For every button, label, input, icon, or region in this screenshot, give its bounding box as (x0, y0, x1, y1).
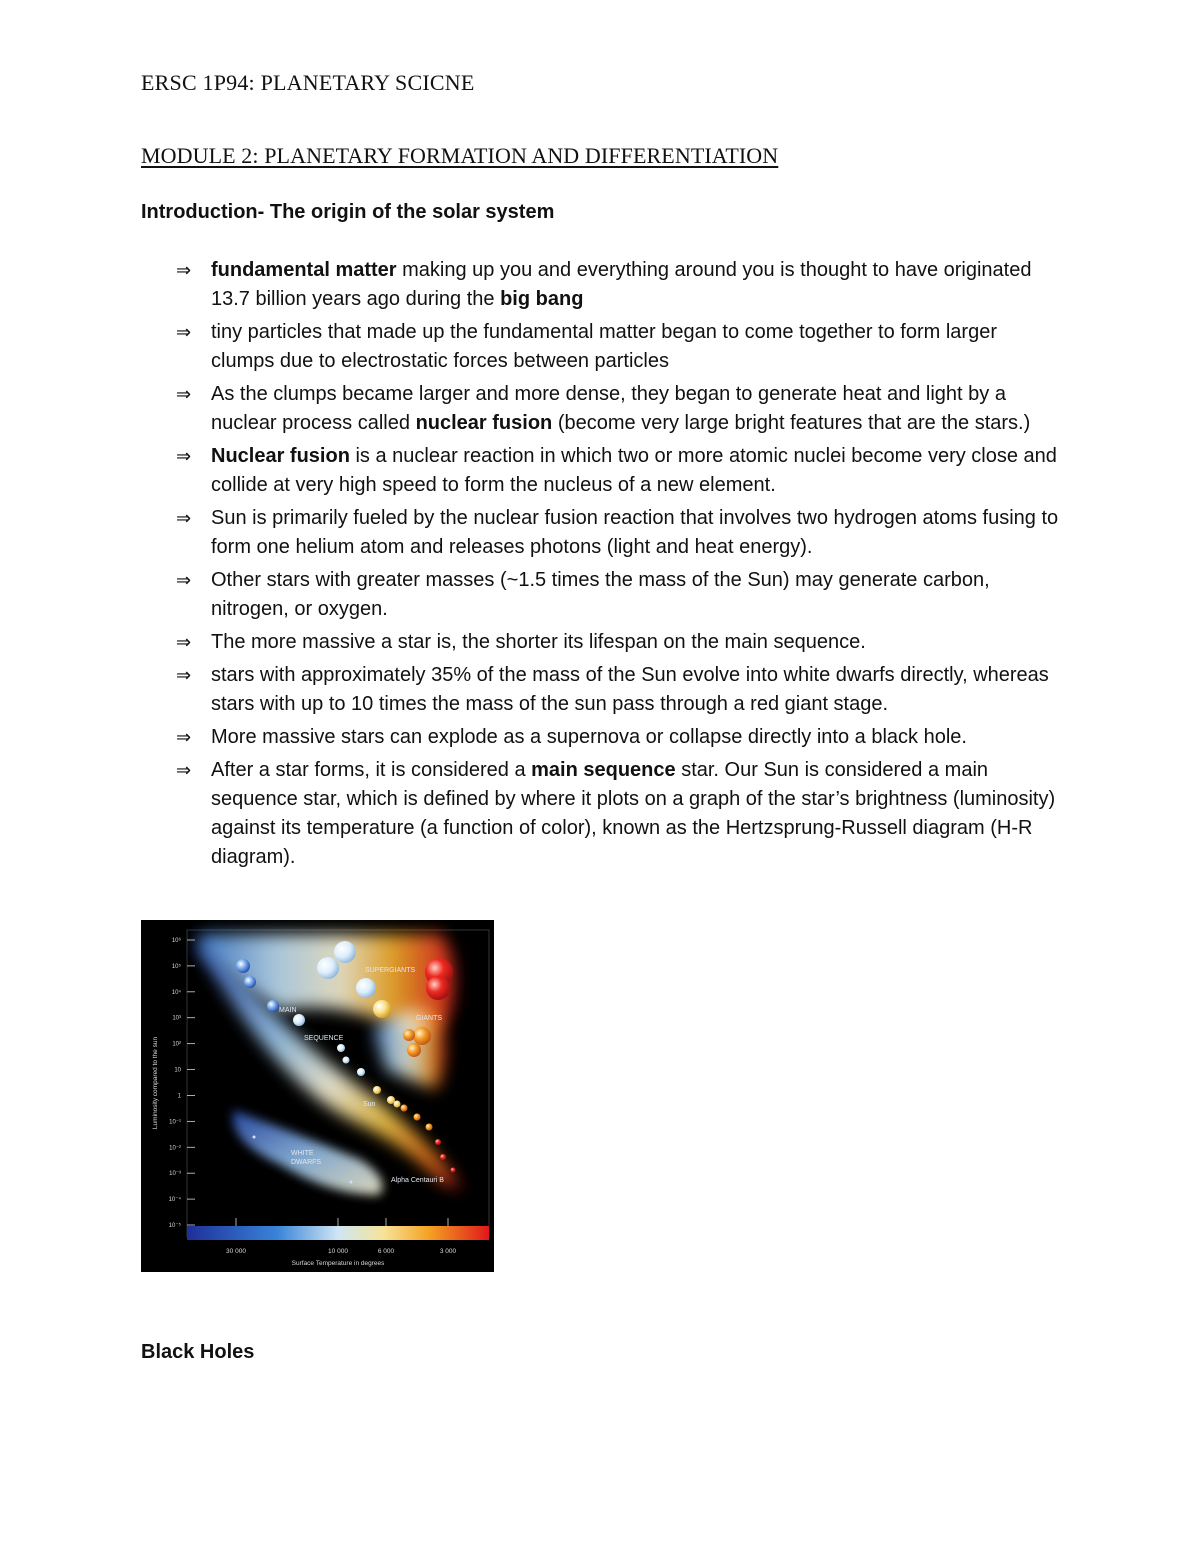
star-marker (440, 1154, 446, 1160)
bold-term: nuclear fusion (415, 412, 553, 434)
arrow-bullet-icon: ⇒ (176, 446, 192, 466)
bullet-item (141, 256, 1061, 314)
star-marker (426, 1124, 433, 1131)
bold-term: Nuclear fusion (211, 445, 350, 467)
temperature-color-bar (187, 1226, 489, 1240)
bullet-item (141, 756, 1061, 872)
bullet-text: Other stars with greater masses (~1.5 times the mass of the Sun) may generate carbon, nitrogen, or oxygen. (211, 569, 990, 620)
star-marker (407, 1043, 421, 1057)
arrow-bullet-icon: ⇒ (176, 508, 192, 528)
bullet-text: The more massive a star is, the shorter its lifespan on the main sequence. (211, 631, 866, 653)
label-sun: Sun (363, 1101, 376, 1108)
hr-diagram (141, 920, 494, 1272)
label-main: MAIN (279, 1007, 297, 1014)
star-marker (373, 1086, 381, 1094)
label-supergiants: SUPERGIANTS (365, 967, 416, 974)
course-title: ERSC 1P94: PLANETARY SCICNE (141, 70, 475, 95)
bullet-text: More massive stars can explode as a supernova or collapse directly into a black hole. (211, 726, 967, 748)
arrow-bullet-icon: ⇒ (176, 384, 192, 404)
bullet-text: (become very large bright features that are the stars.) (552, 412, 1031, 434)
bullet-item (141, 628, 1061, 657)
star-marker (244, 976, 256, 988)
x-tick-label: 3 000 (439, 1248, 457, 1255)
star-marker (293, 1014, 305, 1026)
y-tick-label: 10⁻³ (169, 1171, 181, 1178)
arrow-bullet-icon: ⇒ (176, 760, 192, 780)
star-marker (414, 1114, 421, 1121)
star-marker (357, 1068, 365, 1076)
bold-term: main sequence (531, 759, 676, 781)
y-tick-label: 10³ (172, 1015, 181, 1022)
label-white: WHITE (291, 1150, 314, 1157)
bullet-list (141, 256, 1061, 876)
arrow-bullet-icon: ⇒ (176, 727, 192, 747)
star-marker (350, 1181, 353, 1184)
bullet-text: tiny particles that made up the fundamental matter began to come together to form larger clumps due to electrostatic forces between particles (211, 321, 997, 372)
bullet-text: Sun is primarily fueled by the nuclear fusion reaction that involves two hydrogen atoms fusing to form one helium atom and releases photons (light and heat energy). (211, 507, 1059, 558)
bold-term: big bang (500, 288, 584, 310)
bullet-text: star. Our Sun is considered a main sequence star, which is defined by where it plots on a graph of the star’s brightness (luminosity) against its temperature (a function of color), known as the Hertzsprung-Russell diagram (H-R diagram). (211, 759, 1056, 868)
star-marker (343, 1057, 350, 1064)
x-tick-label: 6 000 (377, 1248, 395, 1255)
star-marker (413, 1027, 431, 1045)
star-marker (394, 1101, 401, 1108)
bullet-item (141, 318, 1061, 376)
label-sequence: SEQUENCE (304, 1035, 344, 1042)
bullet-item (141, 442, 1061, 500)
bullet-text: After a star forms, it is considered a (211, 759, 532, 781)
y-tick-label: 10⁻⁵ (168, 1223, 181, 1229)
x-tick-label: 10 000 (328, 1248, 348, 1255)
star-marker (236, 959, 250, 973)
y-axis-label: Luminosity compared to the sun (152, 1036, 159, 1130)
star-marker (435, 1139, 441, 1145)
label-star: Alpha Centauri B (391, 1177, 444, 1184)
bullet-text: As the clumps became larger and more dense, they began to generate heat and light by a nuclear process called (211, 383, 1006, 434)
y-tick-label: 10² (172, 1041, 181, 1048)
y-tick-label: 10⁶ (171, 938, 181, 944)
bullet-text: is a nuclear reaction in which two or more atomic nuclei become very close and collide at very high speed to form the nucleus of a new element. (211, 445, 1057, 496)
bold-term: fundamental matter (211, 259, 397, 281)
star-marker (426, 976, 450, 1000)
bullet-item (141, 504, 1061, 562)
x-tick-label: 30 000 (226, 1248, 246, 1255)
bullet-item (141, 661, 1061, 719)
module-title: MODULE 2: PLANETARY FORMATION AND DIFFERENTIATION (141, 143, 779, 168)
black-holes-heading: Black Holes (141, 1341, 255, 1363)
y-tick-label: 10⁻¹ (169, 1119, 181, 1126)
star-marker (403, 1029, 415, 1041)
star-marker (356, 978, 376, 998)
arrow-bullet-icon: ⇒ (176, 570, 192, 590)
star-marker (373, 1000, 391, 1018)
arrow-bullet-icon: ⇒ (176, 260, 192, 280)
y-tick-label: 10⁵ (171, 963, 181, 970)
x-axis-label: Surface Temperature in degrees (291, 1260, 385, 1267)
intro-heading: Introduction- The origin of the solar system (141, 201, 555, 223)
arrow-bullet-icon: ⇒ (176, 665, 192, 685)
star-marker (337, 1044, 345, 1052)
bullet-text: stars with approximately 35% of the mass of the Sun evolve into white dwarfs directly, whereas stars with up to 10 times the mass of the sun pass through a red giant stage. (211, 664, 1049, 715)
bullet-item (141, 566, 1061, 624)
star-marker (334, 941, 356, 963)
y-tick-label: 10 (174, 1067, 181, 1074)
y-tick-label: 10⁻⁴ (168, 1197, 181, 1204)
star-marker (401, 1105, 408, 1112)
label-giants: GIANTS (416, 1015, 443, 1022)
bullet-text: making up you and everything around you is thought to have originated 13.7 billion years ago during the (211, 259, 1032, 310)
star-marker (451, 1168, 456, 1173)
bullet-item (141, 723, 1061, 752)
y-tick-label: 10⁻² (169, 1145, 181, 1152)
star-marker (253, 1136, 256, 1139)
star-marker (267, 1000, 279, 1012)
arrow-bullet-icon: ⇒ (176, 632, 192, 652)
hr-diagram-figure (141, 920, 494, 1272)
bullet-item (141, 380, 1061, 438)
label-dwarfs: DWARFS (291, 1159, 322, 1166)
star-marker (317, 957, 339, 979)
y-tick-label: 10⁴ (171, 989, 181, 996)
arrow-bullet-icon: ⇒ (176, 322, 192, 342)
y-tick-label: 1 (177, 1093, 181, 1100)
